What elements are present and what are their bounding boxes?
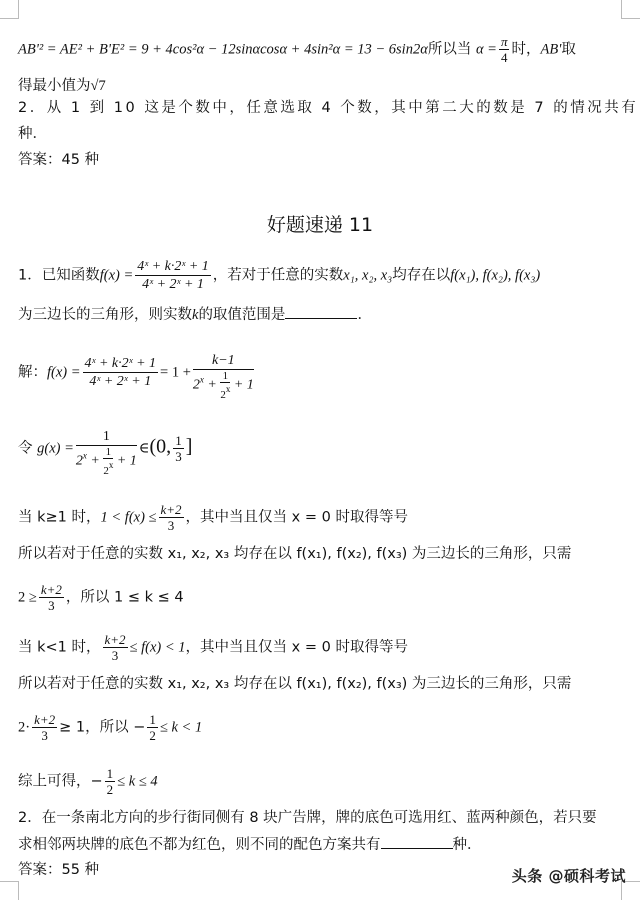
fraction: $\frac{1}{3}$ (175, 433, 182, 465)
page-corner-mark (0, 0, 19, 19)
text: 得最小值为 (18, 78, 91, 94)
fraction: $\frac{1}{2}$ (149, 712, 156, 743)
page-corner-mark (0, 881, 19, 900)
conclusion: 综上可得，− $\frac{1}{2}$ ≤ k ≤ 4 (18, 766, 158, 797)
text: 取 (561, 41, 576, 58)
prev-question-2: 2．从 1 到 10 这是个数中，任意选取 4 个数，其中第二大的数是 7 的情况共有 (18, 100, 639, 116)
fraction: $\frac{\text{4ˣ + k·2ˣ + 1}}{\text{4ˣ + 2ˣ + 1}}$ (84, 356, 157, 390)
case1-condition: 当 k≥1 时，1 < f(x) ≤ $\frac{k+2}{3}$ ，其中当且仅当 x = 0 时取得等号 (18, 502, 408, 533)
prev-solution-line1 (18, 34, 576, 65)
fraction: k−1 $2^x$ + $\frac{1}{2^x}$ + 1 (192, 353, 254, 401)
fraction-pi-over-4: $\frac{\pi}{4}$ (500, 34, 508, 65)
math-expression: α = (475, 41, 497, 58)
math-expression: AB'² = AE² + B'E² = 9 + 4cos²α − 12sinαcosα + 4sin²α = 13 − 6sin2α (18, 41, 428, 58)
case2-line2: 所以若对于任意的实数 x₁, x₂, x₃ 均存在以 f(x₁), f(x₂), f(x₃) 为三边长的三角形，只需 (18, 676, 572, 692)
answer-blank (285, 304, 357, 319)
case2-need: 2· $\frac{k+2}{3}$ ≥ 1，所以 − $\frac{1}{2}$ ≤ k < 1 (18, 712, 203, 743)
section-title: 好题速递 11 (266, 214, 374, 236)
question-2-line1: 2．在一条南北方向的步行街同侧有 8 块广告牌，牌的底色可选用红、蓝两种颜色，若只要 (18, 810, 597, 826)
answer-blank (381, 834, 453, 849)
solution-gx-line: 令 g(x) = 1 $2^x$ + $\frac{1}{2^x}$ + 1 ∈(0, $\frac{1}{3}$ ] (18, 429, 193, 477)
question-1-line2: 为三边长的三角形，则实数k的取值范围是 ． (18, 304, 372, 325)
page-corner-mark (621, 0, 640, 19)
question-2-line2: 求相邻两块牌的底色不都为红色，则不同的配色方案共有 种． (18, 834, 482, 855)
fraction: $\frac{1}{2}$ (106, 766, 114, 797)
text: 所以当 (427, 41, 472, 58)
watermark: 头条 @硕科考试 (511, 867, 626, 885)
prev-question-2-cont: 种． (18, 126, 47, 142)
fraction: $\frac{k+2}{3}$ (160, 502, 182, 533)
case2-condition: 当 k<1 时， $\frac{k+2}{3}$ ≤ f(x) < 1，其中当且仅当 x = 0 时取得等号 (18, 632, 408, 663)
prev-answer: 答案：45 种 (18, 152, 100, 168)
fraction: $\frac{k+2}{3}$ (34, 712, 56, 743)
answer: 答案：55 种 (18, 862, 100, 878)
prev-solution-line2 (18, 76, 106, 96)
case1-need: 2 ≥ $\frac{k+2}{3}$ ，所以 1 ≤ k ≤ 4 (18, 582, 184, 613)
fraction: 1 $2^x$ + $\frac{1}{2^x}$ + 1 (75, 429, 137, 477)
fraction: $\frac{k+2}{3}$ (104, 632, 126, 663)
solution-line1: 解：f(x) = $\frac{\text{4ˣ + k·2ˣ + 1}}{\text{4ˣ + 2ˣ + 1}}$ = 1 + k−1 $2^x$ + $\frac{1}{2^x}$ + 1 (18, 353, 254, 401)
text: 时， (511, 41, 541, 58)
math-expression: AB' (540, 41, 562, 58)
question-1-line1: 1．已知函数f(x) = $\frac{\text{4ˣ + k·2ˣ + 1}}{\text{4ˣ + 2ˣ + 1}}$ ，若对于任意的实数x₁, x₂, x₃均存在以f(x₁), f(x₂), f(x₃) (18, 259, 541, 292)
fraction: $\frac{k+2}{3}$ (40, 582, 62, 613)
fraction: $\frac{\text{4ˣ + k·2ˣ + 1}}{\text{4ˣ + 2ˣ + 1}}$ (137, 259, 209, 292)
math-expression: √7 (90, 78, 106, 94)
case1-line2: 所以若对于任意的实数 x₁, x₂, x₃ 均存在以 f(x₁), f(x₂), f(x₃) 为三边长的三角形，只需 (18, 546, 572, 562)
